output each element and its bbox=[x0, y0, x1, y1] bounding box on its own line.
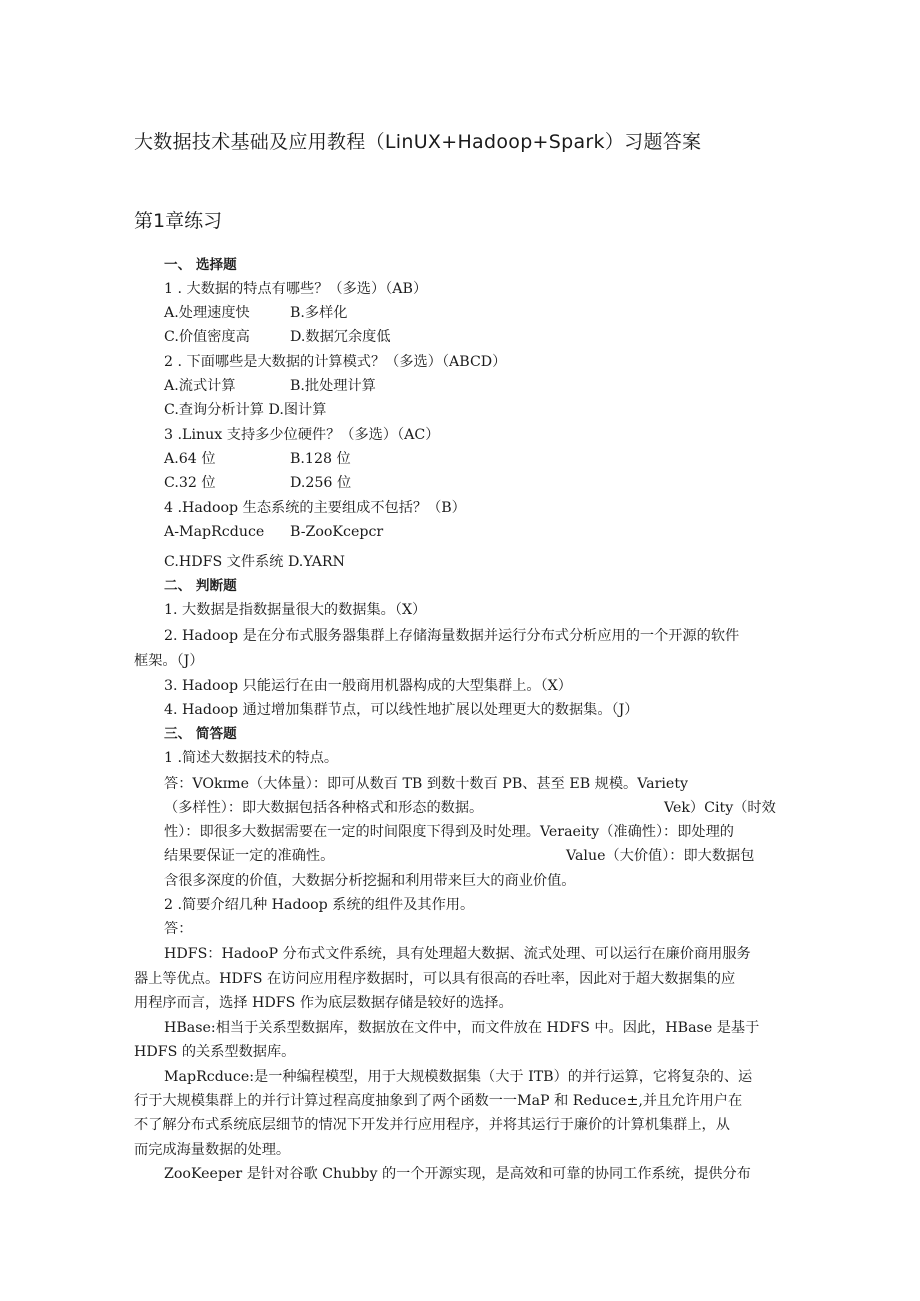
q1-option-a: A.处理速度快 bbox=[164, 305, 250, 321]
question-3: 3 .Linux 支持多少位硬件？（多选）（AC） bbox=[164, 427, 440, 443]
q4-option-a: A-MapRcduce bbox=[164, 524, 265, 540]
answer-1-line-2b: Vek）City（时效 bbox=[664, 800, 776, 816]
judge-item-2-line-2: 框架。（J） bbox=[134, 653, 204, 669]
mapreduce-paragraph-line-2: 行于大规模集群上的并行计算过程高度抽象到了两个函数一一MaP 和 Reduce±,并且允许用户在 bbox=[134, 1093, 743, 1109]
section-heading-choice: 一、 选择题 bbox=[164, 257, 237, 273]
question-4: 4 .Hadoop 生态系统的主要组成不包括？（B） bbox=[164, 500, 466, 516]
answer-1-line-2a: （多样性）：即大数据包括各种格式和形态的数据。 bbox=[164, 800, 484, 816]
short-question-2: 2 .简要介绍几种 Hadoop 系统的组件及其作用。 bbox=[164, 897, 475, 913]
chapter-heading: 第1章练习 bbox=[134, 210, 223, 232]
q2-option-b: B.批处理计算 bbox=[290, 378, 376, 394]
section-heading-short-answer: 三、 简答题 bbox=[164, 726, 237, 742]
judge-item-2-line-1: 2. Hadoop 是在分布式服务器集群上存储海量数据并运行分布式分析应用的一个开源的软件 bbox=[164, 628, 740, 644]
answer-1-line-5: 含很多深度的价值，大数据分析挖掘和利用带来巨大的商业价值。 bbox=[164, 873, 576, 889]
judge-item-1: 1. 大数据是指数据量很大的数据集。（X） bbox=[164, 602, 427, 618]
q4-option-cd: C.HDFS 文件系统 D.YARN bbox=[164, 554, 345, 570]
q2-option-a: A.流式计算 bbox=[164, 378, 236, 394]
short-question-1: 1 .简述大数据技术的特点。 bbox=[164, 750, 339, 766]
q1-option-b: B.多样化 bbox=[290, 305, 348, 321]
mapreduce-paragraph-line-1: MapRcduce:是一种编程模型，用于大规模数据集（大于 ITB）的并行运算，它将复杂的、运 bbox=[164, 1069, 753, 1085]
q3-option-d: D.256 位 bbox=[290, 475, 352, 491]
document-title: 大数据技术基础及应用教程（LinUX+Hadoop+Spark）习题答案 bbox=[134, 131, 702, 153]
q1-option-d: D.数据冗余度低 bbox=[290, 329, 391, 345]
q4-option-b: B-ZooKcepcr bbox=[290, 524, 384, 540]
hdfs-paragraph-line-2: 器上等优点。HDFS 在访问应用程序数据时，可以具有很高的吞吐率，因此对于超大数据集的应 bbox=[134, 971, 736, 987]
answer-1-line-4a: 结果要保证一定的准确性。 bbox=[164, 848, 335, 864]
q1-option-c: C.价值密度高 bbox=[164, 329, 250, 345]
question-1: 1 . 大数据的特点有哪些？（多选）（AB） bbox=[164, 281, 428, 297]
hdfs-paragraph-line-3: 用程序而言，选择 HDFS 作为底层数据存储是较好的选择。 bbox=[134, 995, 513, 1011]
q2-option-cd: C.查询分析计算 D.图计算 bbox=[164, 402, 327, 418]
q3-option-a: A.64 位 bbox=[164, 451, 216, 467]
judge-item-4: 4. Hadoop 通过增加集群节点，可以线性地扩展以处理更大的数据集。（J） bbox=[164, 702, 639, 718]
section-heading-judge: 二、 判断题 bbox=[164, 578, 237, 594]
answer-1-line-1: 答：VOkɪme（大体量）：即可从数百 TB 到数十数百 PB、甚至 EB 规模。Variety bbox=[164, 776, 689, 792]
q3-option-c: C.32 位 bbox=[164, 475, 216, 491]
answer-2-label: 答： bbox=[164, 921, 193, 937]
judge-item-3: 3. Hadoop 只能运行在由一般商用机器构成的大型集群上。（X） bbox=[164, 678, 572, 694]
question-2: 2 . 下面哪些是大数据的计算模式？（多选）（ABCD） bbox=[164, 354, 507, 370]
zookeeper-paragraph-line-1: ZooKeeper 是针对谷歌 Chubby 的一个开源实现，是高效和可靠的协同工作系统，提供分布 bbox=[164, 1166, 751, 1182]
mapreduce-paragraph-line-3: 不了解分布式系统底层细节的情况下开发并行应用程序，并将其运行于廉价的计算机集群上，从 bbox=[134, 1117, 730, 1133]
q3-option-b: B.128 位 bbox=[290, 451, 351, 467]
mapreduce-paragraph-line-4: 而完成海量数据的处理。 bbox=[134, 1142, 291, 1158]
hbase-paragraph-line-1: HBase:相当于关系型数据库，数据放在文件中，而文件放在 HDFS 中。因此，HBase 是基于 bbox=[164, 1020, 760, 1036]
hbase-paragraph-line-2: HDFS 的关系型数据库。 bbox=[134, 1044, 296, 1060]
answer-1-line-4b: Value（大价值）：即大数据包 bbox=[566, 848, 755, 864]
hdfs-paragraph-line-1: HDFS：HadooP 分布式文件系统，具有处理超大数据、流式处理、可以运行在廉价商用服务 bbox=[164, 946, 751, 962]
answer-1-line-3: 性）：即很多大数据需要在一定的时间限度下得到及时处理。Veraeity（准确性）：即处理的 bbox=[164, 824, 734, 840]
